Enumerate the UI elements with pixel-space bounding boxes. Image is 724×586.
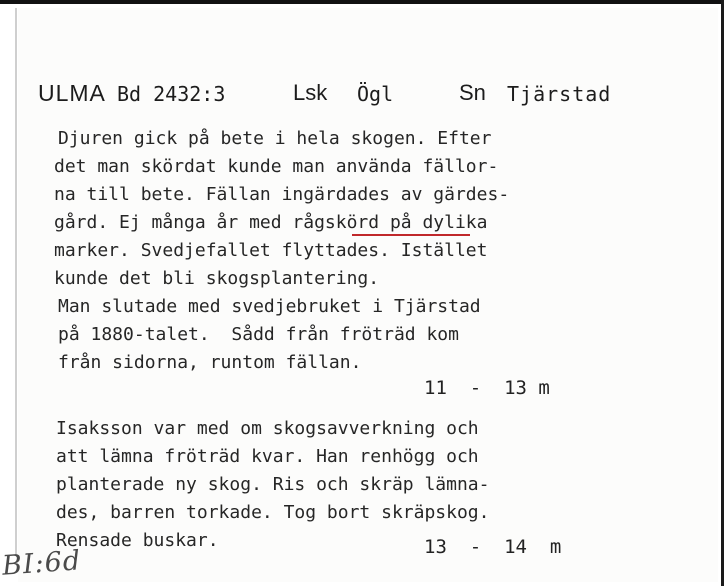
text-line: na till bete. Fällan ingärdades av gärdes-: [54, 184, 510, 205]
socken-value: Tjärstad: [507, 82, 612, 106]
page-reference-2: 13 - 14 m: [424, 536, 562, 558]
text-line: det man skördat kunde man använda fällor-: [54, 156, 499, 177]
reference-number: Bd 2432:3: [117, 82, 226, 106]
text-line: kunde det bli skogsplantering.: [54, 268, 380, 289]
text-section-2: [56, 418, 490, 565]
text-line: Man slutade med svedjebruket i Tjärstad: [58, 296, 481, 317]
text-line: att lämna fröträd kvar. Han renhögg och: [56, 446, 479, 467]
page-reference-1: 11 - 13 m: [424, 377, 550, 399]
card-top-edge: [0, 0, 724, 4]
text-line: Isaksson var med om skogsavverkning och: [56, 418, 479, 439]
pencil-annotation: BI:6d: [1, 545, 83, 582]
text-line: Djuren gick på bete i hela skogen. Efter: [58, 128, 492, 149]
socken-label: Sn: [459, 80, 486, 105]
red-underline: [352, 234, 470, 236]
text-line: från sidorna, runtom fällan.: [58, 352, 362, 373]
archive-name: ULMA: [38, 80, 106, 106]
text-line: Rensade buskar.: [56, 530, 219, 551]
landskap-label: Lsk: [293, 80, 328, 105]
text-line: gård. Ej många år med rågskörd på dylika: [54, 212, 488, 233]
landskap-value: Ögl: [357, 82, 394, 106]
card-left-edge: [15, 8, 17, 556]
text-line: på 1880-talet. Sådd från fröträd kom: [58, 324, 459, 345]
text-line: des, barren torkade. Tog bort skräpskog.: [56, 502, 490, 523]
text-section-1: [54, 128, 510, 373]
text-line: planterade ny skog. Ris och skräp lämna-: [56, 474, 490, 495]
text-line: marker. Svedjefallet flyttades. Istället: [54, 240, 488, 261]
